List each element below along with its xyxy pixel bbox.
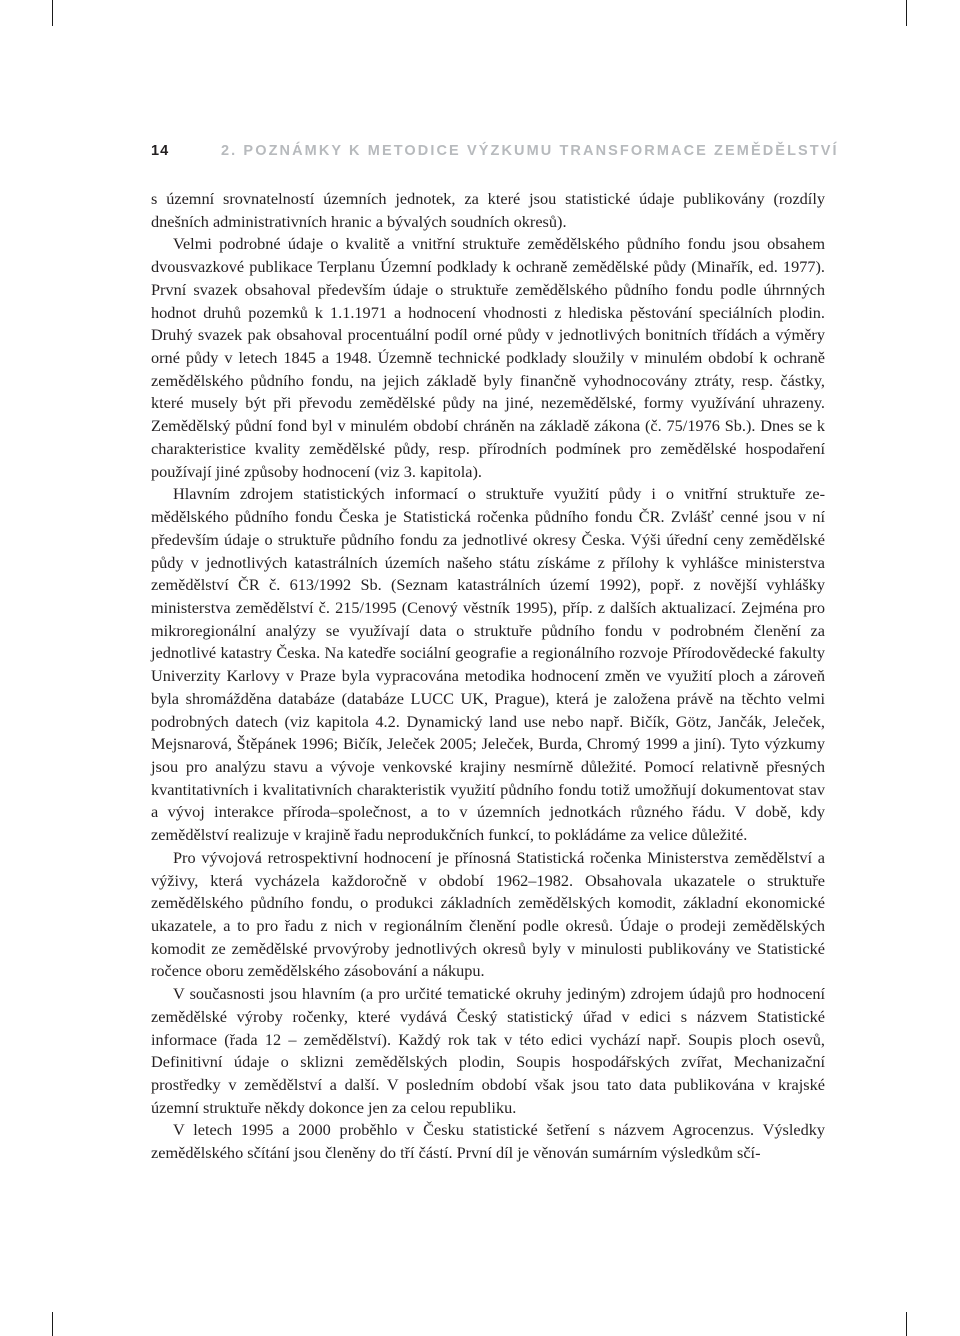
paragraph-ministry-yearbook: Pro vývojová retrospektivní hodnocení je přínosná Statistická ročenka Ministerstva zemědělství a výživy, která vycházela každoročně v období 1962–1982. Obsahovala ukazatele o struktuře zemědělského půdního fondu, o produkci základních zemědělských komodit, základní ekonomické ukazatele, a to pro řadu z nich v regionálním členění podle okresů. Údaje o prodeji zemědělských komodit ze zemědělské prvovýroby jednotlivých okresů byly v minulosti publikovány ve Statistické ročence oboru zemědělského zásobování a nákupu. [151, 847, 825, 981]
crop-mark-bottom-left [52, 1312, 53, 1336]
crop-mark-bottom-right [906, 1312, 907, 1336]
chapter-title: 2. POZNÁMKY K METODICE VÝZKUMU TRANSFORMACE ZEMĚDĚLSTVÍ [221, 143, 839, 159]
running-head [151, 140, 839, 162]
paragraph-terplan: Velmi podrobné údaje o kvalitě a vnitřní struktuře zemědělského půdního fondu jsou obsahem dvousvazkové publikace Terplanu Územní podklady k ochraně zemědělské půdy (Minařík, ed. 1977). První svazek obsahoval především údaje o struktuře zemědělského půdního fondu podle úhrnných hodnot druhů pozemků k 1.1.1971 a hodnocení vhodnosti z hlediska pěstování speciálních plodin. Druhý svazek pak obsahoval procentuální podíl orné půdy v jednotlivých bonitních třídách a výměry orné půdy v letech 1845 a 1948. Územně technické podklady sloužily v minulém období k ochraně zemědělského půdního fondu, na jejich základě byly finančně vyhodnocovány ztráty, resp. částky, které musely být při převodu zemědělské půdy na jiné, nezemědělské, formy využívání uhrazeny. Zemědělský půdní fond byl v minulém období chráněn na základě zákona (č. 75/1976 Sb.). Dnes se k charakteristice kvality zemědělské půdy, resp. přírodních podmínek pro zemědělské hospodaření používají jiné způsoby hodnocení (viz 3. kapitola). [151, 234, 825, 481]
paragraph-czso-publications: V současnosti jsou hlavním (a pro určité tematické okruhy jediným) zdrojem údajů pro hodnocení zemědělské výroby ročenky, které vydává Český statistický úřad v edici s názvem Statistické informace (řada 12 – zemědělství). Každý rok tak v této edici vychází např. Soupis ploch osevů, Definitivní údaje o sklizni zemědělských plodin, Soupis hospodářských zvířat, Mechanizační prostředky v zemědělství a další. V posledním období však jsou tato data publikována v krajské územní struktuře někdy dokonce jen za celou republiku. [151, 984, 825, 1117]
body-text [151, 188, 825, 1165]
crop-mark-top-right [906, 0, 907, 26]
paragraph-agrocenzus: V letech 1995 a 2000 proběhlo v Česku statistické šetření s názvem Agrocenzus. Výsledky zemědělského sčítání jsou členěny do tří částí. První díl je věnován sumárním výsledkům sčí- [151, 1120, 825, 1163]
page-number: 14 [151, 143, 170, 159]
crop-mark-top-left [52, 0, 53, 26]
paragraph-continuation: s územní srovnatelností územních jednotek, za které jsou statistické údaje publikovány (rozdíly dnešních administrativních hranic a bývalých soudních okresů). [151, 189, 825, 231]
paragraph-statistical-yearbook: Hlavním zdrojem statistických informací o struktuře využití půdy i o vnitřní struktuře zemědělského půdního fondu Česka je Statistická ročenka půdního fondu ČR. Zvlášť cenné jsou v ní především údaje o struktuře půdního fondu za jednotlivé okresy Česka. Výši úřední ceny zemědělské půdy v jednotlivých katastrálních územích našeho státu získáme z přílohy k vyhlášce ministerstva zemědělství ČR č. 613/1992 Sb. (Seznam katastrálních území 1992), popř. z novější vyhlášky ministerstva zemědělství č. 215/1995 (Cenový věstník 1995), příp. z dalších aktualizací. Zejména pro mikroregionální analýzy se využívají data o struktuře půdního fondu v podrobném členění za jednotlivé katastry Česka. Na katedře sociální geografie a regionálního rozvoje Přírodovědecké fakulty Univerzity Karlovy v Praze byla vypracována metodika hodnocení změn ve využití ploch a zároveň byla shromážděna databáze (databáze LUCC UK, Prague), která je založena právě na těchto velmi podrobných datech (viz kapitola 4.2. Dynamický land use nebo např. Bičík, Götz, Jančák, Jeleček, Mejsnarová, Štěpánek 1996; Bičík, Jeleček 2005; Jeleček, Burda, Chromý 1999 a jiní). Tyto výzkumy jsou pro analýzu stavu a vývoje venkovské krajiny nesmírně důležité. Pomocí relativně přesných kvantitativních i kvalitativních charakteristik využití půdního fondu totiž umožňují dokumentovat stav a vývoj interakce příroda–společnost, a to v územních jednotkách různého řádu. V době, kdy zemědělství realizuje v krajině řadu neprodukčních funkcí, to pokládáme za velice důležité. [151, 484, 825, 845]
